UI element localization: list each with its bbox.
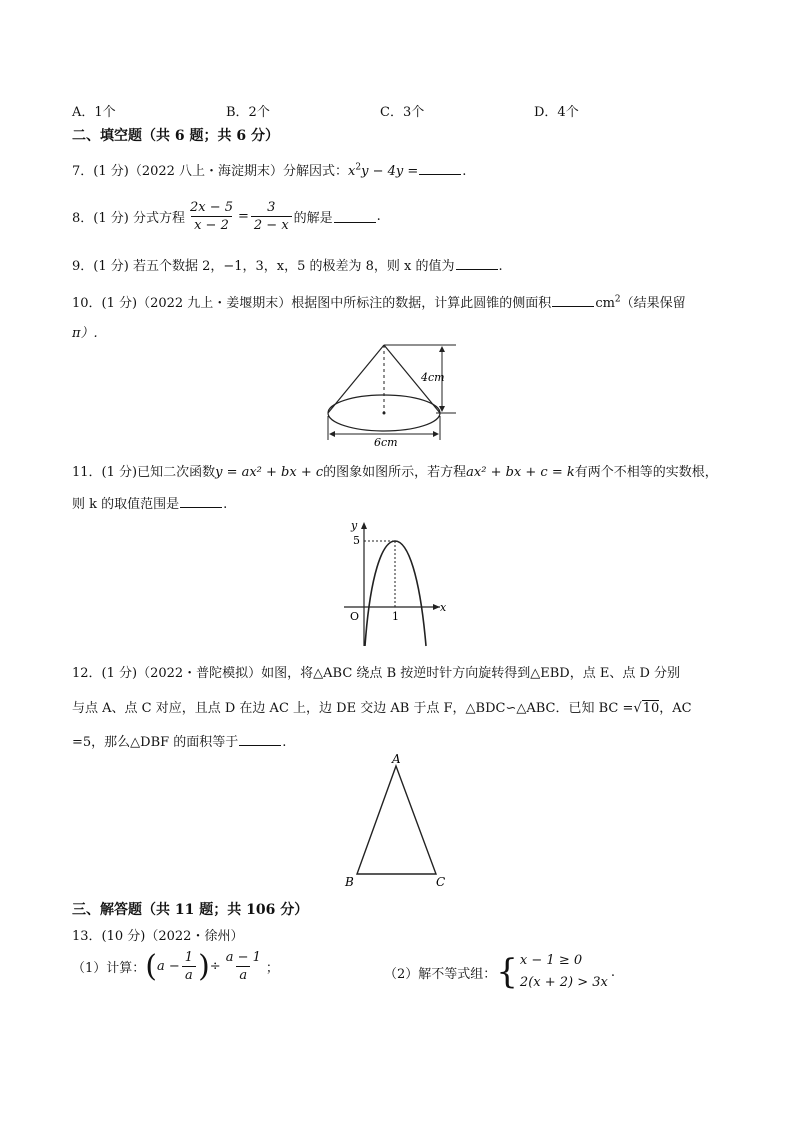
triangle-abc xyxy=(357,766,436,874)
q11-text-c: 有两个不相等的实数根， xyxy=(574,465,718,480)
origin-label: O xyxy=(350,610,360,623)
option-c: C．3个 xyxy=(380,105,425,120)
q8-fraction-left xyxy=(187,200,236,233)
q7-expr-b: y − 4y = xyxy=(361,164,419,179)
q12-sqrt: √10 xyxy=(633,701,660,716)
height-label: 4cm xyxy=(421,371,445,384)
question-7: 7．(1 分)（2022 八上・海淀期末）分解因式：$x^2y - 4y$ = . xyxy=(72,162,467,179)
question-13-header: 13．(10 分)（2022・徐州） xyxy=(72,929,244,944)
answer-blank xyxy=(180,495,222,508)
cone-figure xyxy=(322,340,462,450)
question-8: 8．(1 分) 分式方程 $\frac{2x - 5}{x - 2}$ = $\frac{3}{2 - x}$ 的解是 . xyxy=(72,200,381,233)
q13-p2-end: . xyxy=(610,964,615,980)
inequality-1: x − 1 ≥ 0 xyxy=(519,953,583,968)
q11-text-line2: 则 k 的取值范围是 xyxy=(72,497,180,512)
answer-blank xyxy=(419,162,461,175)
q12-text-b: ，AC xyxy=(659,701,692,716)
answer-blank xyxy=(334,210,376,223)
q9-text: 9．(1 分) 若五个数据 2，−1，3，x，5 的极差为 8，则 x 的值为 xyxy=(72,259,455,274)
question-13-part1 xyxy=(72,950,279,983)
q13-fraction-1 xyxy=(182,950,196,983)
q10-unit: cm xyxy=(595,296,615,311)
cone-slant-left xyxy=(328,345,384,413)
x1-label: 1 xyxy=(392,610,399,623)
inequality-2: 2(x + 2) > 3x xyxy=(519,975,608,990)
question-11-line2: 则 k 的取值范围是 . xyxy=(72,497,228,512)
q8-equals: = xyxy=(237,209,249,224)
right-paren: ) xyxy=(198,948,210,984)
q8-num1: 2x − 5 xyxy=(189,200,233,215)
q8-prefix: 8．(1 分) 分式方程 xyxy=(72,211,185,226)
q13-fraction-2 xyxy=(223,950,264,983)
question-12-line2 xyxy=(72,697,692,716)
q12-text-line3: =5，那么△DBF 的面积等于 xyxy=(72,735,239,750)
q8-fraction-right xyxy=(251,200,292,233)
option-d: D．4个 xyxy=(534,105,579,120)
parabola-figure xyxy=(340,516,450,648)
q13-num1: 1 xyxy=(184,950,194,965)
vertex-b-label: B xyxy=(345,875,354,889)
question-12-line1: 12．(1 分)（2022・普陀模拟）如图，将△ABC 绕点 B 按逆时针方向旋转得到△EBD，点 E、点 D 分别 xyxy=(72,666,681,681)
option-b: B．2个 xyxy=(226,105,270,120)
q12-sqrt-value: 10 xyxy=(642,701,660,716)
q7-exponent: 2 xyxy=(355,162,362,173)
q8-suffix: 的解是 xyxy=(293,211,333,226)
vertex-a-label: A xyxy=(392,752,401,766)
diameter-label: 6cm xyxy=(374,436,398,449)
q13-p1-end: ； xyxy=(265,961,279,976)
q8-num2: 3 xyxy=(267,200,276,215)
x-label: x xyxy=(440,601,447,614)
answer-blank xyxy=(552,294,594,307)
cone-center xyxy=(383,412,386,415)
q8-den1: x − 2 xyxy=(191,216,232,233)
q8-den2: 2 − x xyxy=(251,216,292,233)
y5-label: 5 xyxy=(353,534,360,547)
q11-function: y = ax² + bx + c xyxy=(215,465,324,480)
q11-equation: ax² + bx + c = k xyxy=(466,465,575,480)
q13-p2-label: （2）解不等式组： xyxy=(384,966,497,982)
y-axis-arrow xyxy=(361,522,367,529)
y-label: y xyxy=(351,519,358,532)
question-12-line3: =5，那么△DBF 的面积等于 . xyxy=(72,735,287,750)
q11-text-b: 的图象如图所示，若方程 xyxy=(323,465,467,480)
q13-den1: a xyxy=(182,966,196,983)
answer-blank xyxy=(239,733,281,746)
triangle-figure xyxy=(340,752,452,890)
inequality-system xyxy=(520,950,608,994)
section-3-title: 三、解答题（共 11 题；共 106 分） xyxy=(72,902,309,918)
q7-expr-a: x xyxy=(348,164,356,179)
q10-text: 10．(1 分)（2022 九上・姜堰期末）根据图中所标注的数据，计算此圆锥的侧面积 xyxy=(72,296,552,311)
q13-p1-a: a − xyxy=(157,959,180,974)
q10-text-end: （结果保留 xyxy=(620,296,686,311)
q7-prefix: 7．(1 分)（2022 八上・海淀期末）分解因式： xyxy=(72,164,349,179)
q11-text-a: 11．(1 分)已知二次函数 xyxy=(72,465,216,480)
question-10-line2: π）. xyxy=(72,326,98,341)
option-a: A．1个 xyxy=(72,105,116,120)
q13-p1-label: （1）计算： xyxy=(72,961,146,976)
brace: { xyxy=(496,952,518,992)
question-13-part2 xyxy=(384,950,615,994)
question-10-line1 xyxy=(72,292,686,311)
vertex-c-label: C xyxy=(436,875,446,889)
section-2-title: 二、填空题（共 6 题；共 6 分） xyxy=(72,128,279,144)
answer-blank xyxy=(456,257,498,270)
q10-unit-exp: 2 xyxy=(614,294,621,305)
q12-text-a: 与点 A、点 C 对应，且点 D 在边 AC 上，边 DE 交边 AB 于点 F，△BDC∽△ABC．已知 BC = xyxy=(72,701,634,716)
x-axis-arrow xyxy=(433,604,440,610)
q13-divide: ÷ xyxy=(209,959,221,974)
question-9: 9．(1 分) 若五个数据 2，−1，3，x，5 的极差为 8，则 x 的值为 . xyxy=(72,259,503,274)
left-paren: ( xyxy=(145,948,157,984)
question-11-line1 xyxy=(72,461,718,480)
q13-den2: a xyxy=(236,966,250,983)
q13-num2: a − 1 xyxy=(225,950,261,965)
